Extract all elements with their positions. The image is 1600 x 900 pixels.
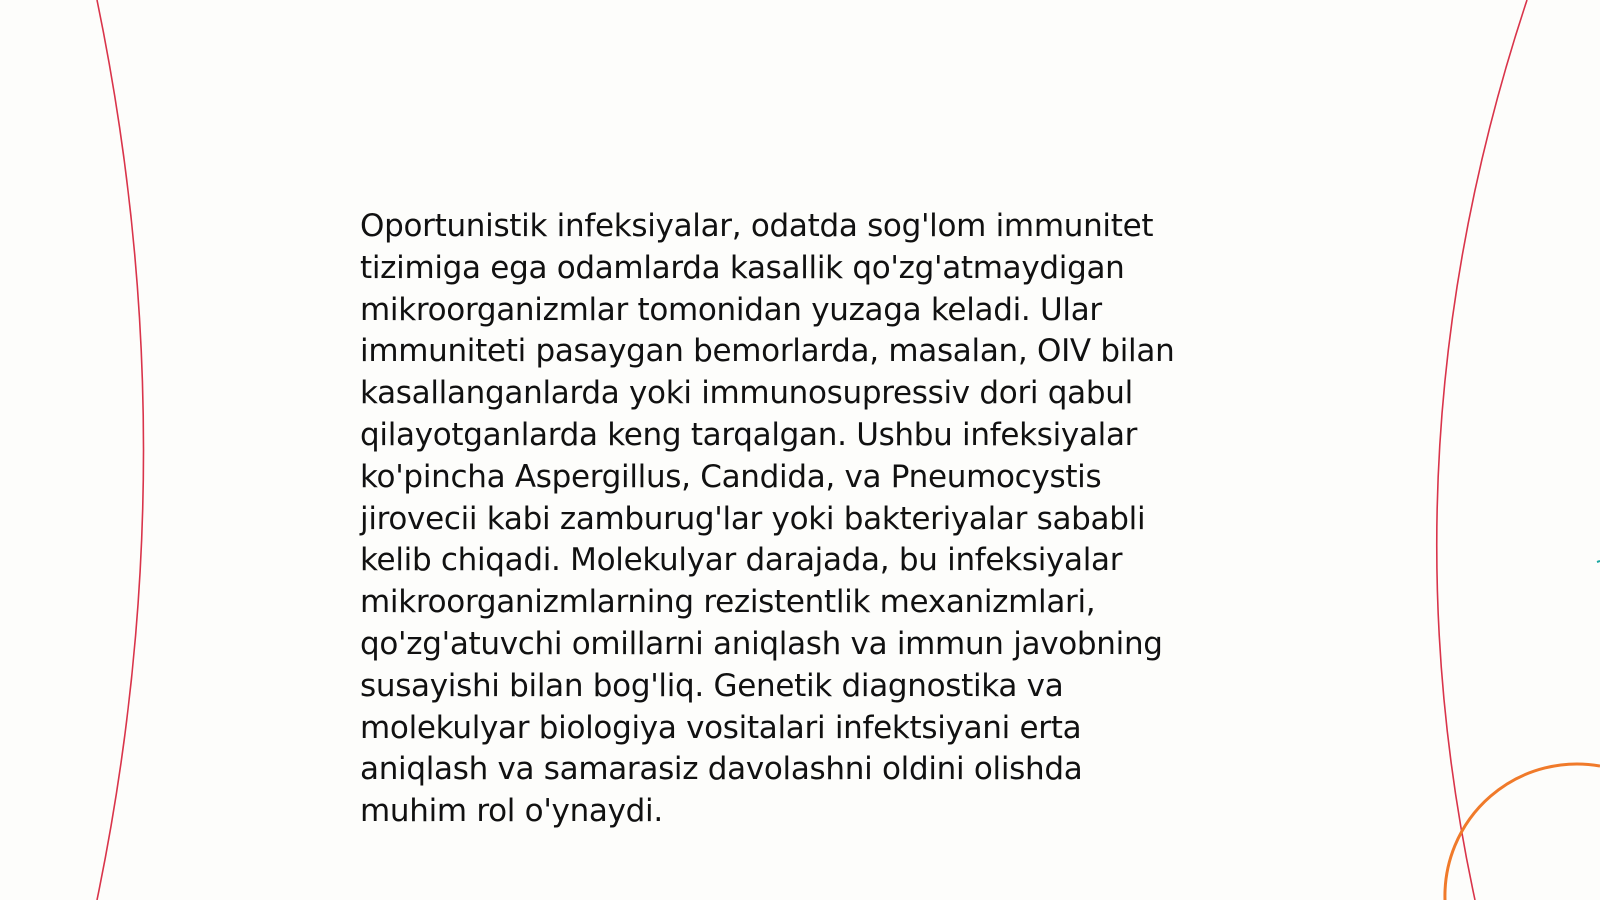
- right-curve-line: [1437, 0, 1527, 900]
- body-paragraph: Oportunistik infeksiyalar, odatda sog'lom immunitet tizimiga ega odamlarda kasallik qo'zg'atmaydigan mikroorganizmlar tomonidan yuzaga keladi. Ular immuniteti pasaygan bemorlarda, masalan, OIV bilan kasallanganlarda yoki immunosupressiv dori qabul qilayotganlarda keng tarqalgan. Ushbu infeksiyalar ko'pincha Aspergillus, Candida, va Pneumocystis jirovecii kabi zamburug'lar yoki bakteriyalar sababli kelib chiqadi. Molekulyar darajada, bu infeksiyalar mikroorganizmlarning rezistentlik mexanizmlari, qo'zg'atuvchi omillarni aniqlash va immun javobning susayishi bilan bog'liq. Genetik diagnostika va molekulyar biologiya vositalari infektsiyani erta aniqlash va samarasiz davolashni oldini olishda muhim rol o'ynaydi.: [360, 208, 1175, 830]
- corner-arc: [1445, 764, 1600, 900]
- left-curve-line: [97, 0, 144, 900]
